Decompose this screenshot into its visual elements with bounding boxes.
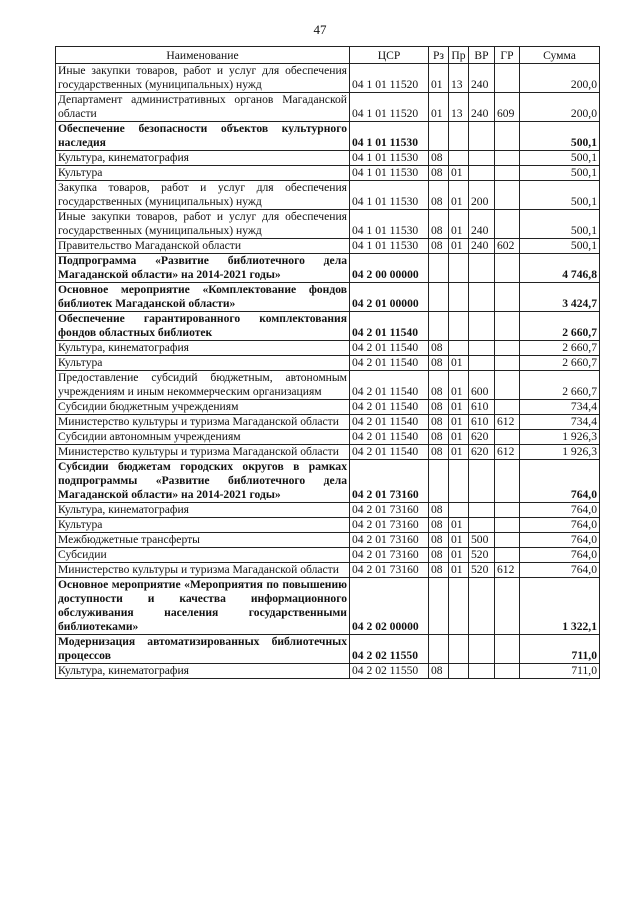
row-pr: 01 [449, 548, 469, 563]
row-csr: 04 2 01 73160 [350, 563, 429, 578]
row-sum: 500,1 [520, 181, 600, 210]
row-pr: 01 [449, 430, 469, 445]
table-row [56, 460, 600, 503]
row-gr [495, 371, 520, 400]
table-row [56, 254, 600, 283]
row-rz: 08 [429, 371, 449, 400]
table-row [56, 341, 600, 356]
header-vr: ВР [469, 47, 495, 64]
row-pr: 13 [449, 64, 469, 93]
table-row [56, 518, 600, 533]
row-vr [469, 166, 495, 181]
row-name: Субсидии автономным учреждениям [56, 430, 350, 445]
row-gr [495, 578, 520, 635]
header-gr: ГР [495, 47, 520, 64]
row-rz: 08 [429, 563, 449, 578]
budget-table [55, 46, 600, 679]
row-csr: 04 2 01 11540 [350, 371, 429, 400]
row-name: Иные закупки товаров, работ и услуг для обеспечения государственных (муниципальных) нужд [56, 210, 350, 239]
row-csr: 04 2 01 73160 [350, 533, 429, 548]
row-rz: 08 [429, 503, 449, 518]
row-csr: 04 2 01 11540 [350, 445, 429, 460]
row-csr: 04 2 01 00000 [350, 283, 429, 312]
row-sum: 2 660,7 [520, 312, 600, 341]
row-pr [449, 283, 469, 312]
row-pr [449, 460, 469, 503]
row-name: Субсидии бюджетным учреждениям [56, 400, 350, 415]
page-number: 47 [313, 22, 327, 37]
row-pr [449, 254, 469, 283]
row-vr: 610 [469, 415, 495, 430]
row-rz: 08 [429, 181, 449, 210]
row-pr: 01 [449, 533, 469, 548]
row-pr [449, 503, 469, 518]
row-rz: 08 [429, 445, 449, 460]
table-row [56, 239, 600, 254]
row-pr: 01 [449, 210, 469, 239]
row-sum: 500,1 [520, 210, 600, 239]
table-row [56, 635, 600, 664]
row-vr: 500 [469, 533, 495, 548]
row-sum: 2 660,7 [520, 356, 600, 371]
header-rz: Рз [429, 47, 449, 64]
row-name: Культура [56, 518, 350, 533]
row-sum: 734,4 [520, 415, 600, 430]
row-csr: 04 2 02 00000 [350, 578, 429, 635]
row-gr [495, 503, 520, 518]
row-pr: 01 [449, 166, 469, 181]
table-row [56, 93, 600, 122]
row-pr [449, 664, 469, 679]
row-vr: 520 [469, 548, 495, 563]
row-rz [429, 460, 449, 503]
row-vr [469, 503, 495, 518]
row-rz: 08 [429, 430, 449, 445]
row-pr: 01 [449, 518, 469, 533]
row-gr [495, 664, 520, 679]
row-name: Основное мероприятие «Комплектование фондов библиотек Магаданской области» [56, 283, 350, 312]
row-gr [495, 312, 520, 341]
table-row [56, 356, 600, 371]
row-gr [495, 635, 520, 664]
row-sum: 764,0 [520, 563, 600, 578]
row-sum: 1 322,1 [520, 578, 600, 635]
row-name: Закупка товаров, работ и услуг для обеспечения государственных (муниципальных) нужд [56, 181, 350, 210]
row-rz: 08 [429, 548, 449, 563]
row-gr: 609 [495, 93, 520, 122]
row-pr [449, 635, 469, 664]
row-pr: 01 [449, 445, 469, 460]
row-csr: 04 1 01 11530 [350, 122, 429, 151]
row-name: Министерство культуры и туризма Магаданской области [56, 415, 350, 430]
row-sum: 2 660,7 [520, 371, 600, 400]
row-name: Министерство культуры и туризма Магаданской области [56, 445, 350, 460]
row-name: Субсидии [56, 548, 350, 563]
row-gr [495, 341, 520, 356]
row-vr [469, 341, 495, 356]
row-pr: 01 [449, 563, 469, 578]
row-name: Культура, кинематография [56, 503, 350, 518]
row-gr [495, 151, 520, 166]
row-sum: 1 926,3 [520, 445, 600, 460]
table-row [56, 664, 600, 679]
row-rz: 08 [429, 518, 449, 533]
row-sum: 200,0 [520, 64, 600, 93]
table-row [56, 151, 600, 166]
table-row [56, 181, 600, 210]
header-sum: Сумма [520, 47, 600, 64]
table-row [56, 563, 600, 578]
row-sum: 500,1 [520, 239, 600, 254]
row-gr [495, 64, 520, 93]
row-csr: 04 2 02 11550 [350, 635, 429, 664]
row-sum: 4 746,8 [520, 254, 600, 283]
row-name: Основное мероприятие «Мероприятия по повышению доступности и качества информационного обслуживания населения государственными библиотеками» [56, 578, 350, 635]
row-name: Модернизация автоматизированных библиотечных процессов [56, 635, 350, 664]
row-vr [469, 578, 495, 635]
row-pr: 01 [449, 181, 469, 210]
row-gr: 612 [495, 445, 520, 460]
row-csr: 04 2 01 11540 [350, 341, 429, 356]
row-csr: 04 2 01 73160 [350, 460, 429, 503]
row-sum: 734,4 [520, 400, 600, 415]
table-row [56, 210, 600, 239]
row-vr: 240 [469, 93, 495, 122]
row-gr [495, 460, 520, 503]
row-name: Подпрограмма «Развитие библиотечного дела Магаданской области» на 2014-2021 годы» [56, 254, 350, 283]
row-gr: 612 [495, 415, 520, 430]
table-row [56, 283, 600, 312]
row-csr: 04 2 01 11540 [350, 415, 429, 430]
row-pr [449, 578, 469, 635]
row-name: Культура [56, 356, 350, 371]
row-pr [449, 151, 469, 166]
row-name: Культура, кинематография [56, 341, 350, 356]
row-name: Департамент административных органов Магаданской области [56, 93, 350, 122]
header-csr: ЦСР [350, 47, 429, 64]
row-rz: 08 [429, 166, 449, 181]
row-gr [495, 400, 520, 415]
row-gr: 612 [495, 563, 520, 578]
row-gr [495, 166, 520, 181]
row-name: Министерство культуры и туризма Магаданской области [56, 563, 350, 578]
row-name: Субсидии бюджетам городских округов в рамках подпрограммы «Развитие библиотечного дела Магаданской области» на 2014-2021 годы» [56, 460, 350, 503]
row-rz: 08 [429, 151, 449, 166]
row-vr: 600 [469, 371, 495, 400]
row-pr: 13 [449, 93, 469, 122]
row-name: Иные закупки товаров, работ и услуг для обеспечения государственных (муниципальных) нужд [56, 64, 350, 93]
row-name: Обеспечение безопасности объектов культурного наследия [56, 122, 350, 151]
row-sum: 711,0 [520, 664, 600, 679]
row-rz [429, 312, 449, 341]
row-gr [495, 356, 520, 371]
row-sum: 764,0 [520, 518, 600, 533]
row-name: Культура [56, 166, 350, 181]
row-csr: 04 2 01 11540 [350, 400, 429, 415]
row-pr: 01 [449, 239, 469, 254]
row-vr: 620 [469, 430, 495, 445]
row-vr [469, 356, 495, 371]
row-vr: 200 [469, 181, 495, 210]
row-vr [469, 283, 495, 312]
table-row [56, 415, 600, 430]
row-gr [495, 283, 520, 312]
row-vr: 240 [469, 210, 495, 239]
row-pr [449, 122, 469, 151]
row-rz: 01 [429, 64, 449, 93]
row-name: Культура, кинематография [56, 151, 350, 166]
row-vr [469, 312, 495, 341]
row-vr [469, 518, 495, 533]
row-csr: 04 1 01 11520 [350, 93, 429, 122]
row-csr: 04 1 01 11530 [350, 166, 429, 181]
table-row [56, 503, 600, 518]
row-sum: 1 926,3 [520, 430, 600, 445]
table-row [56, 64, 600, 93]
row-sum: 200,0 [520, 93, 600, 122]
header-pr: Пр [449, 47, 469, 64]
row-gr [495, 210, 520, 239]
row-sum: 764,0 [520, 548, 600, 563]
table-row [56, 578, 600, 635]
row-sum: 764,0 [520, 533, 600, 548]
row-vr: 240 [469, 64, 495, 93]
row-rz: 08 [429, 415, 449, 430]
header-name: Наименование [56, 47, 350, 64]
table-row [56, 548, 600, 563]
row-csr: 04 2 02 11550 [350, 664, 429, 679]
row-rz [429, 122, 449, 151]
row-vr: 610 [469, 400, 495, 415]
row-gr: 602 [495, 239, 520, 254]
row-vr: 520 [469, 563, 495, 578]
table-row [56, 445, 600, 460]
row-rz: 08 [429, 400, 449, 415]
row-gr [495, 533, 520, 548]
row-gr [495, 181, 520, 210]
row-vr: 620 [469, 445, 495, 460]
row-sum: 711,0 [520, 635, 600, 664]
row-rz: 01 [429, 93, 449, 122]
row-rz [429, 635, 449, 664]
row-sum: 3 424,7 [520, 283, 600, 312]
row-name: Правительство Магаданской области [56, 239, 350, 254]
row-rz [429, 254, 449, 283]
row-gr [495, 518, 520, 533]
row-vr [469, 254, 495, 283]
row-csr: 04 2 00 00000 [350, 254, 429, 283]
row-csr: 04 1 01 11530 [350, 210, 429, 239]
row-pr: 01 [449, 400, 469, 415]
table-row [56, 430, 600, 445]
row-sum: 500,1 [520, 166, 600, 181]
row-pr [449, 312, 469, 341]
row-rz: 08 [429, 239, 449, 254]
table-header-row [56, 47, 600, 64]
row-csr: 04 1 01 11530 [350, 151, 429, 166]
row-vr: 240 [469, 239, 495, 254]
row-csr: 04 2 01 73160 [350, 548, 429, 563]
row-rz [429, 283, 449, 312]
row-csr: 04 1 01 11520 [350, 64, 429, 93]
row-gr [495, 254, 520, 283]
row-csr: 04 2 01 11540 [350, 356, 429, 371]
row-sum: 2 660,7 [520, 341, 600, 356]
table-row [56, 312, 600, 341]
table-row [56, 371, 600, 400]
row-name: Предоставление субсидий бюджетным, автономным учреждениям и иным некоммерческим организациям [56, 371, 350, 400]
table-row [56, 166, 600, 181]
row-rz: 08 [429, 210, 449, 239]
row-rz: 08 [429, 356, 449, 371]
row-rz: 08 [429, 341, 449, 356]
row-csr: 04 1 01 11530 [350, 181, 429, 210]
row-csr: 04 2 01 73160 [350, 503, 429, 518]
row-vr [469, 635, 495, 664]
row-gr [495, 548, 520, 563]
row-vr [469, 151, 495, 166]
row-name: Культура, кинематография [56, 664, 350, 679]
row-name: Обеспечение гарантированного комплектования фондов областных библиотек [56, 312, 350, 341]
row-rz: 08 [429, 533, 449, 548]
row-csr: 04 2 01 73160 [350, 518, 429, 533]
table-row [56, 400, 600, 415]
row-pr: 01 [449, 371, 469, 400]
row-sum: 500,1 [520, 122, 600, 151]
row-sum: 764,0 [520, 460, 600, 503]
row-vr [469, 460, 495, 503]
row-rz: 08 [429, 664, 449, 679]
row-sum: 500,1 [520, 151, 600, 166]
row-vr [469, 122, 495, 151]
row-pr [449, 341, 469, 356]
row-pr: 01 [449, 356, 469, 371]
row-vr [469, 664, 495, 679]
row-sum: 764,0 [520, 503, 600, 518]
row-gr [495, 122, 520, 151]
row-rz [429, 578, 449, 635]
row-csr: 04 1 01 11530 [350, 239, 429, 254]
row-pr: 01 [449, 415, 469, 430]
row-gr [495, 430, 520, 445]
row-name: Межбюджетные трансферты [56, 533, 350, 548]
row-csr: 04 2 01 11540 [350, 312, 429, 341]
row-csr: 04 2 01 11540 [350, 430, 429, 445]
table-row [56, 122, 600, 151]
table-row [56, 533, 600, 548]
